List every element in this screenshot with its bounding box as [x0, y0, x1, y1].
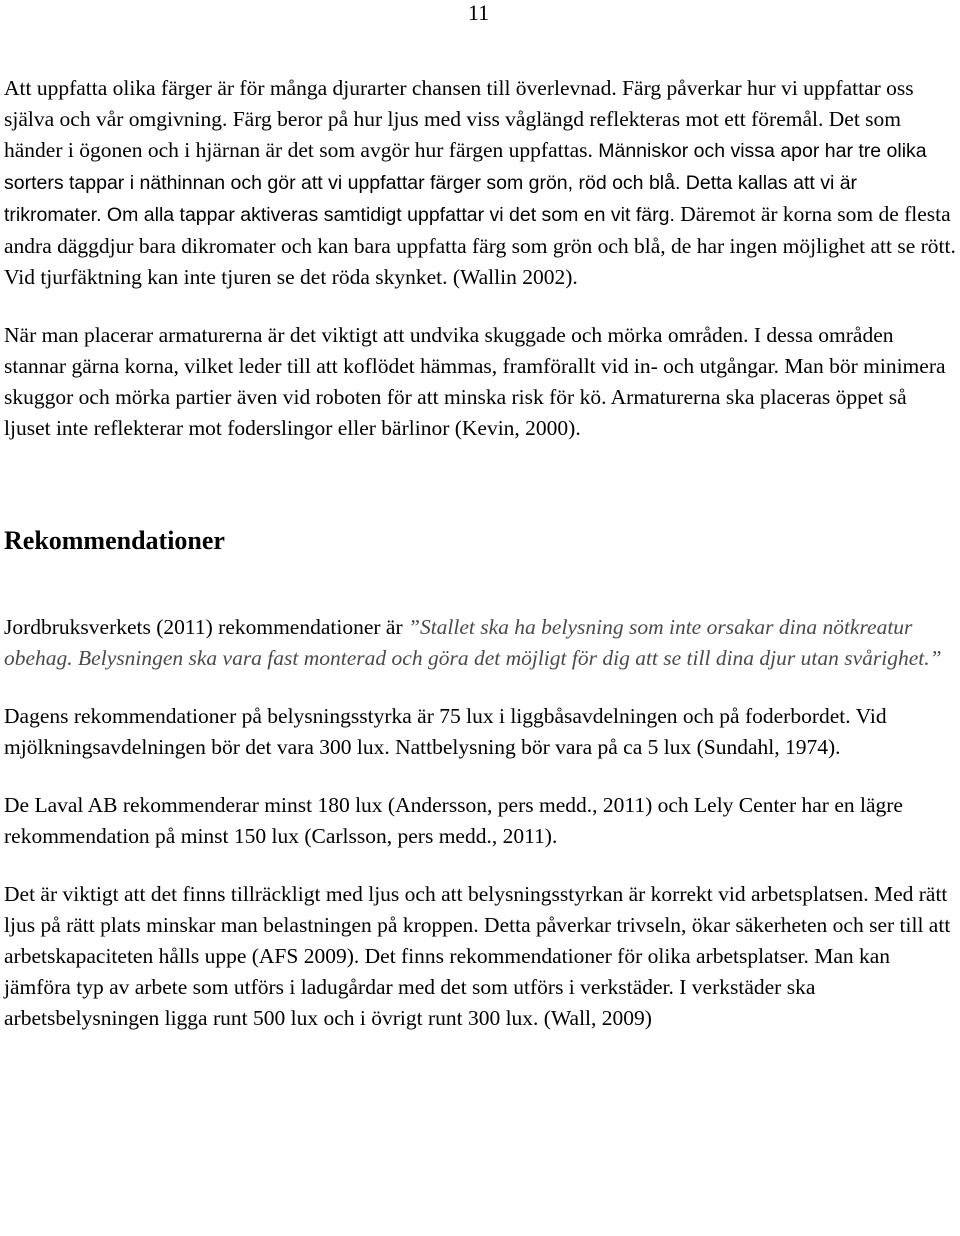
spacer	[4, 674, 958, 701]
paragraph-jordbruksverket-quote: ”Stallet ska ha belysning som inte orsakar dina nötkreatur obehag. Belysningen ska vara fast monterad och göra det möjligt för dig att se till dina djur utan svårighet.”	[4, 615, 942, 670]
spacer	[4, 558, 958, 612]
paragraph-color-perception-part3: Däremot är korna som de flesta andra däggdjur bara dikromater och kan bara uppfatta färg som grön och blå, de har ingen möjlighet att se rött. Vid tjurfäktning kan inte tjuren se det röda skynket. (Wallin 2002).	[4, 202, 956, 289]
spacer	[4, 293, 958, 320]
paragraph-color-perception-part2: Människor och vissa apor har tre olika sorters tappar i näthinnan och gör att vi uppfattar färger som grön, röd och blå. Detta kallas att vi är trikromater. Om alla tappar aktiveras samtidigt uppfattar vi det som en vit färg.	[4, 140, 927, 226]
paragraph-current-recommendations: Dagens rekommendationer på belysningsstyrka är 75 lux i liggbåsavdelningen och på foderbordet. Vid mjölkningsavdelningen bör det vara 300 lux. Nattbelysning bör vara på ca 5 lux (Sundahl, 1974).	[4, 704, 887, 759]
spacer	[4, 444, 958, 524]
section-heading: Rekommendationer	[4, 526, 225, 555]
paragraph-workplace-lighting: Det är viktigt att det finns tillräckligt med ljus och att belysningsstyrkan är korrekt vid arbetsplatsen. Med rätt ljus på rätt plats minskar man belastningen på kroppen. Detta påverkar trivseln, ökar säkerheten och ser till att arbetskapaciteten hålls uppe (AFS 2009). Det finns rekommendationer för olika arbetsplatser. Man kan jämföra typ av arbete som utförs i ladugårdar med det som utförs i verkstäder. I verkstäder ska arbetsbelysningen ligga runt 500 lux och i övrigt runt 300 lux. (Wall, 2009)	[4, 882, 951, 1030]
page-number: 11	[468, 0, 490, 25]
document-body	[4, 73, 958, 1034]
paragraph-luminaire-placement: När man placerar armaturerna är det viktigt att undvika skuggade och mörka områden. I dessa områden stannar gärna korna, vilket leder till att koflödet hämmas, framförallt vid in- och utgångar. Man bör minimera skuggor och mörka partier även vid roboten för att minska risk för kö. Armaturerna ska placeras öppet så ljuset inte reflekterar mot foderslingor eller bärlinor (Kevin, 2000).	[4, 323, 946, 440]
paragraph-jordbruksverket-lead: Jordbruksverkets (2011) rekommendationer är	[4, 615, 408, 639]
paragraph-jordbruksverket	[4, 612, 958, 674]
paragraph-delaval-lely: De Laval AB rekommenderar minst 180 lux (Andersson, pers medd., 2011) och Lely Center har en lägre rekommendation på minst 150 lux (Carlsson, pers medd., 2011).	[4, 793, 903, 848]
paragraph-color-perception	[4, 73, 958, 293]
spacer	[4, 852, 958, 879]
spacer	[4, 763, 958, 790]
paragraph-color-perception-part1: Att uppfatta olika färger är för många djurarter chansen till överlevnad. Färg påverkar hur vi uppfattar oss själva och vår omgivning. Färg beror på hur ljus med viss våglängd reflekteras mot ett föremål. Det som händer i ögonen och i hjärnan är det som avgör hur färgen uppfattas.	[4, 76, 914, 162]
